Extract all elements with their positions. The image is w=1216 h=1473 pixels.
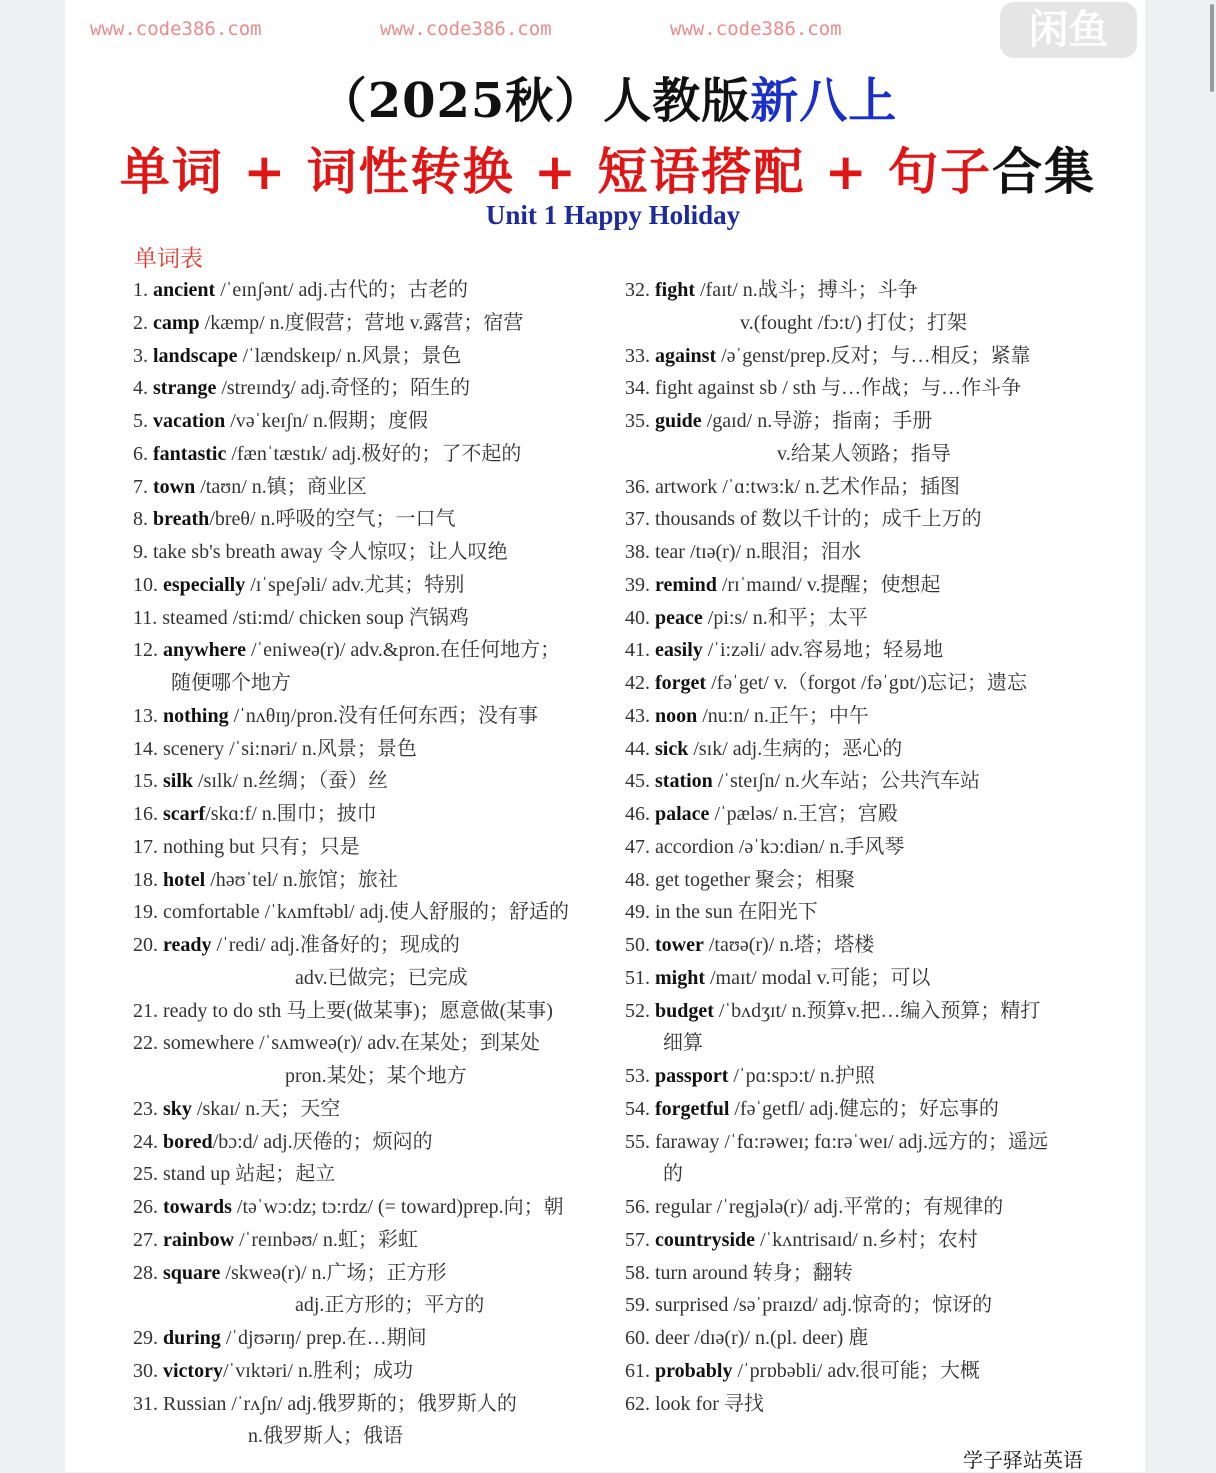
vocab-entry	[625, 634, 1048, 667]
subtitle-black: 合集	[992, 143, 1097, 201]
entry-definition: /fænˈtæstɪk/ adj.极好的；了不起的	[226, 442, 522, 465]
title-highlight: 新八上	[750, 73, 898, 129]
entry-number: 34.	[625, 377, 650, 400]
scrollbar-thumb[interactable]	[1210, 4, 1214, 92]
entry-continuation: 细算	[663, 1032, 703, 1055]
entry-definition: tear /tɪə(r)/ n.眼泪；泪水	[655, 541, 862, 563]
entry-number: 10.	[133, 573, 158, 596]
vocab-entry	[625, 896, 1048, 929]
entry-definition: comfortable /ˈkʌmftəbl/ adj.使人舒服的；舒适的	[163, 901, 570, 924]
entry-number: 13.	[133, 704, 158, 727]
entry-continuation: 的	[663, 1163, 683, 1186]
vocab-column-left	[133, 274, 569, 1453]
entry-definition: take sb's breath away 令人惊叹；让人叹绝	[153, 541, 508, 563]
entry-headword: anywhere	[163, 639, 246, 662]
entry-headword: countryside	[655, 1228, 755, 1251]
vocab-entry	[133, 798, 569, 831]
entry-number: 19.	[133, 901, 158, 924]
entry-definition: in the sun 在阳光下	[655, 901, 818, 924]
entry-number: 57.	[625, 1228, 650, 1251]
entry-number: 8.	[133, 508, 148, 531]
entry-definition: /maɪt/ modal v.可能；可以	[705, 966, 931, 989]
entry-definition: nothing but 只有；只是	[163, 835, 360, 858]
entry-headword: noon	[655, 704, 698, 727]
entry-number: 22.	[133, 1032, 158, 1055]
vocab-entry	[133, 995, 569, 1028]
entry-definition: /taʊə(r)/ n.塔；塔楼	[703, 934, 875, 956]
entry-definition: /breθ/ n.呼吸的空气；一口气	[209, 508, 456, 531]
entry-definition: somewhere /ˈsʌmweə(r)/ adv.在某处；到某处	[163, 1032, 540, 1055]
entry-definition: /ˈprɒbəbli/ adv.很可能；大概	[732, 1359, 980, 1382]
entry-number: 28.	[133, 1261, 158, 1284]
entry-definition: /fəˈget/ v.（forgot /fəˈgɒt/)忘记；遗忘	[706, 672, 1028, 694]
entry-headword: breath	[153, 508, 210, 531]
entry-number: 6.	[133, 442, 148, 465]
entry-continuation: v.(fought /fɔ:t/) 打仗；打架	[740, 311, 968, 334]
entry-number: 24.	[133, 1130, 158, 1153]
vocab-entry	[133, 405, 569, 438]
entry-definition: /ˈpæləs/ n.王宫；宫殿	[709, 803, 898, 825]
vocab-entry	[625, 765, 1048, 798]
entry-definition: /həʊˈtel/ n.旅馆；旅社	[205, 868, 398, 891]
entry-number: 2.	[133, 311, 148, 334]
entry-number: 12.	[133, 639, 158, 662]
entry-number: 53.	[625, 1065, 650, 1087]
vocab-entry	[133, 1322, 569, 1355]
entry-number: 40.	[625, 606, 650, 629]
entry-number: 50.	[625, 934, 650, 956]
vocab-entry	[133, 896, 569, 929]
entry-headword: victory	[163, 1359, 223, 1382]
entry-number: 51.	[625, 966, 650, 989]
entry-continuation: pron.某处；某个地方	[285, 1065, 467, 1087]
vocab-column-right	[625, 274, 1048, 1420]
entry-number: 15.	[133, 770, 158, 793]
entry-headword: ancient	[153, 279, 216, 301]
vocab-entry	[133, 1388, 569, 1421]
entry-number: 42.	[625, 672, 650, 694]
entry-number: 26.	[133, 1196, 158, 1218]
vocab-entry	[133, 471, 569, 504]
entry-number: 32.	[625, 279, 650, 301]
entry-headword: probably	[655, 1359, 733, 1382]
vocab-entry	[133, 831, 569, 864]
vocab-entry	[133, 1224, 569, 1257]
entry-headword: forget	[655, 672, 707, 694]
entry-definition: artwork /ˈɑ:twɜ:k/ n.艺术作品；插图	[655, 475, 960, 498]
entry-headword: forgetful	[655, 1097, 730, 1120]
entry-number: 39.	[625, 573, 650, 596]
entry-number: 58.	[625, 1261, 650, 1284]
scrollbar[interactable]	[1208, 0, 1216, 1472]
entry-number: 33.	[625, 344, 650, 367]
entry-number: 30.	[133, 1359, 158, 1382]
vocab-entry	[133, 929, 569, 962]
entry-headword: nothing	[163, 704, 229, 727]
vocab-entry	[625, 929, 1048, 962]
entry-definition: /nu:n/ n.正午；中午	[697, 704, 869, 727]
entry-number: 41.	[625, 639, 650, 662]
entry-number: 11.	[133, 606, 158, 629]
entry-headword: easily	[655, 639, 703, 662]
entry-headword: sky	[163, 1097, 192, 1120]
entry-definition: /skweə(r)/ n.广场；正方形	[220, 1261, 447, 1284]
xianyu-logo: 闲鱼	[1000, 2, 1137, 58]
entry-number: 49.	[625, 901, 650, 924]
section-heading: 单词表	[134, 246, 203, 272]
vocab-entry	[133, 372, 569, 405]
entry-headword: fantastic	[153, 442, 227, 465]
entry-headword: bored	[163, 1130, 213, 1153]
vocab-entry	[625, 700, 1048, 733]
entry-definition: /fəˈgetfl/ adj.健忘的；好忘事的	[729, 1097, 999, 1120]
entry-number: 56.	[625, 1196, 650, 1218]
vocab-entry	[133, 569, 569, 602]
vocab-entry	[133, 438, 569, 471]
entry-definition: stand up 站起；起立	[163, 1163, 336, 1186]
entry-definition: /taʊn/ n.镇；商业区	[195, 475, 367, 498]
entry-number: 35.	[625, 410, 650, 432]
vocab-entry	[133, 602, 569, 635]
entry-definition: /əˈgenst/prep.反对；与…相反；紧靠	[716, 344, 1031, 367]
entry-definition: turn around 转身；翻转	[655, 1261, 853, 1284]
vocab-entry	[133, 1126, 569, 1159]
entry-definition: scenery /ˈsi:nəri/ n.风景；景色	[163, 737, 417, 760]
vocab-entry	[625, 503, 1048, 536]
entry-headword: towards	[163, 1196, 232, 1218]
vocab-entry	[133, 1027, 569, 1060]
vocab-entry	[625, 1257, 1048, 1290]
entry-definition: /kæmp/ n.度假营；营地 v.露营；宿营	[199, 311, 524, 334]
entry-headword: ready	[163, 934, 212, 956]
vocab-entry	[133, 1355, 569, 1388]
document-subtitle	[0, 132, 1216, 204]
entry-number: 14.	[133, 737, 158, 760]
entry-definition: /ˈredi/ adj.准备好的；现成的	[211, 934, 460, 956]
watermark: www.code386.com	[670, 18, 842, 40]
entry-definition: /streɪndʒ/ adj.奇怪的；陌生的	[216, 377, 471, 400]
entry-definition: /skɑ:f/ n.围巾；披巾	[205, 803, 377, 825]
entry-headword: budget	[655, 999, 714, 1022]
vocab-entry	[625, 602, 1048, 635]
entry-definition: /ɪˈspeʃəli/ adv.尤其；特别	[245, 573, 465, 596]
entry-number: 36.	[625, 475, 650, 498]
entry-number: 37.	[625, 508, 650, 531]
vocab-entry	[625, 962, 1048, 995]
entry-number: 45.	[625, 770, 650, 793]
vocab-entry	[133, 864, 569, 897]
entry-headword: tower	[655, 934, 704, 956]
entry-definition: faraway /ˈfɑ:rəweɪ; fɑ:rəˈweɪ/ adj.远方的；遥远	[655, 1130, 1048, 1153]
entry-number: 18.	[133, 868, 158, 891]
vocab-entry	[625, 405, 1048, 438]
vocab-entry	[133, 634, 569, 667]
vocab-entry	[625, 1191, 1048, 1224]
entry-headword: town	[153, 475, 196, 498]
entry-definition: /pi:s/ n.和平；太平	[702, 606, 868, 629]
entry-number: 46.	[625, 803, 650, 825]
entry-number: 23.	[133, 1097, 158, 1120]
vocab-entry	[625, 536, 1048, 569]
entry-headword: sick	[655, 737, 689, 760]
unit-heading: Unit 1 Happy Holiday	[485, 200, 741, 230]
entry-number: 48.	[625, 868, 650, 891]
vocab-entry	[625, 1289, 1048, 1322]
entry-number: 31.	[133, 1392, 158, 1415]
vocab-entry	[625, 798, 1048, 831]
entry-headword: scarf	[163, 803, 206, 825]
vocab-entry	[625, 471, 1048, 504]
entry-number: 47.	[625, 835, 650, 858]
entry-headword: especially	[163, 573, 246, 596]
entry-continuation: adj.正方形的；平方的	[295, 1294, 485, 1317]
entry-definition: /ˈnʌθɪŋ/pron.没有任何东西；没有事	[228, 704, 539, 727]
document-title	[0, 62, 1216, 131]
entry-number: 43.	[625, 704, 650, 727]
entry-number: 29.	[133, 1327, 158, 1349]
entry-definition: accordion /əˈkɔ:diən/ n.手风琴	[655, 835, 905, 858]
vocab-entry	[133, 340, 569, 373]
entry-definition: surprised /səˈpraɪzd/ adj.惊奇的；惊讶的	[655, 1294, 993, 1317]
entry-headword: peace	[655, 606, 703, 629]
entry-headword: hotel	[163, 868, 206, 891]
entry-number: 20.	[133, 934, 158, 956]
entry-number: 21.	[133, 999, 158, 1022]
vocab-entry	[625, 1093, 1048, 1126]
vocab-entry	[625, 1224, 1048, 1257]
entry-definition: /ˈpɑ:spɔ:t/ n.护照	[728, 1065, 875, 1087]
entry-definition: regular /ˈregjələ(r)/ adj.平常的；有规律的	[655, 1196, 1004, 1218]
vocab-entry	[133, 1158, 569, 1191]
entry-number: 44.	[625, 737, 650, 760]
entry-number: 59.	[625, 1294, 650, 1317]
vocab-entry	[133, 765, 569, 798]
entry-headword: strange	[153, 377, 217, 400]
entry-definition: /ˈkʌntrisaɪd/ n.乡村；农村	[755, 1228, 978, 1251]
entry-definition: thousands of 数以千计的；成千上万的	[655, 508, 982, 531]
entry-number: 16.	[133, 803, 158, 825]
subtitle-red: 单词 + 词性转换 + 短语搭配 + 句子	[119, 143, 993, 201]
vocab-entry	[133, 274, 569, 307]
watermark: www.code386.com	[380, 18, 552, 40]
entry-headword: remind	[655, 573, 717, 596]
entry-definition: /ˈdjʊərɪŋ/ prep.在…期间	[220, 1327, 427, 1349]
entry-definition: /rɪˈmaɪnd/ v.提醒；使想起	[716, 573, 941, 596]
entry-definition: fight against sb / sth 与…作战；与…作斗争	[655, 377, 1022, 400]
entry-definition: /faɪt/ n.战斗；搏斗；斗争	[695, 279, 918, 301]
entry-definition: /ˈvɪktəri/ n.胜利；成功	[222, 1359, 413, 1382]
entry-definition: deer /dɪə(r)/ n.(pl. deer) 鹿	[655, 1327, 869, 1349]
entry-number: 62.	[625, 1392, 650, 1415]
vocab-entry	[133, 1093, 569, 1126]
entry-definition: /sɪk/ adj.生病的；恶心的	[688, 737, 903, 760]
entry-definition: /bɔ:d/ adj.厌倦的；烦闷的	[212, 1130, 433, 1153]
vocab-entry	[133, 307, 569, 340]
vocab-entry	[133, 1257, 569, 1290]
entry-headword: station	[655, 770, 713, 793]
entry-definition: /ˈlændskeɪp/ n.风景；景色	[237, 344, 462, 367]
entry-number: 27.	[133, 1228, 158, 1251]
entry-number: 5.	[133, 410, 148, 432]
vocab-entry	[133, 503, 569, 536]
vocab-entry	[625, 1388, 1048, 1421]
entry-headword: guide	[655, 410, 702, 432]
entry-number: 7.	[133, 475, 148, 498]
vocab-entry	[625, 667, 1048, 700]
entry-number: 17.	[133, 835, 158, 858]
vocab-entry	[133, 733, 569, 766]
entry-definition: /təˈwɔ:dz; tɔ:rdz/ (= toward)prep.向；朝	[231, 1196, 564, 1218]
entry-continuation: n.俄罗斯人；俄语	[248, 1425, 403, 1448]
entry-definition: /vəˈkeɪʃn/ n.假期；度假	[225, 410, 428, 432]
title-prefix: （2025秋）人教版	[318, 73, 751, 129]
entry-number: 60.	[625, 1327, 650, 1349]
vocab-entry	[625, 1060, 1048, 1093]
vocab-entry	[625, 1355, 1048, 1388]
entry-definition: Russian /ˈrʌʃn/ adj.俄罗斯的；俄罗斯人的	[163, 1392, 517, 1415]
entry-headword: landscape	[153, 344, 238, 367]
entry-headword: square	[163, 1261, 221, 1284]
vocab-entry	[625, 1322, 1048, 1355]
entry-headword: palace	[655, 803, 710, 825]
vocab-entry	[625, 569, 1048, 602]
entry-definition: /ˈreɪnbəʊ/ n.虹；彩虹	[234, 1228, 418, 1251]
vocab-entry	[625, 274, 1048, 307]
entry-headword: passport	[655, 1065, 729, 1087]
vocab-entry	[625, 831, 1048, 864]
entry-number: 4.	[133, 377, 148, 400]
entry-definition: /skaɪ/ n.天；天空	[191, 1097, 341, 1120]
entry-number: 55.	[625, 1130, 650, 1153]
entry-definition: /sɪlk/ n.丝绸；（蚕）丝	[193, 770, 389, 793]
vocab-entry	[625, 864, 1048, 897]
vocab-entry	[625, 733, 1048, 766]
entry-number: 54.	[625, 1097, 650, 1120]
entry-headword: fight	[655, 279, 695, 301]
vocab-entry	[625, 995, 1048, 1028]
entry-definition: /ˈeniweə(r)/ adv.&pron.在任何地方；	[245, 639, 561, 662]
entry-definition: look for 寻找	[655, 1392, 764, 1415]
entry-headword: during	[163, 1327, 221, 1349]
entry-headword: might	[655, 966, 705, 989]
entry-continuation: 随便哪个地方	[171, 672, 291, 694]
entry-headword: camp	[153, 311, 200, 334]
entry-definition: ready to do sth 马上要(做某事)；愿意做(某事)	[163, 999, 553, 1022]
entry-definition: /ˈi:zəli/ adv.容易地；轻易地	[702, 639, 944, 662]
entry-number: 61.	[625, 1359, 650, 1382]
entry-number: 9.	[133, 541, 148, 563]
entry-number: 38.	[625, 541, 650, 563]
vocab-entry	[133, 700, 569, 733]
entry-number: 52.	[625, 999, 650, 1022]
entry-continuation: v.给某人领路；指导	[777, 442, 951, 465]
vocab-entry	[133, 536, 569, 569]
vocab-entry	[133, 1191, 569, 1224]
entry-definition: /ˈsteɪʃn/ n.火车站；公共汽车站	[712, 770, 981, 793]
entry-number: 25.	[133, 1163, 158, 1186]
entry-definition: steamed /sti:md/ chicken soup 汽锅鸡	[162, 606, 469, 629]
vocab-entry	[625, 340, 1048, 373]
vocab-entry	[625, 372, 1048, 405]
entry-headword: against	[655, 344, 717, 367]
entry-definition: /ˈbʌdʒɪt/ n.预算v.把…编入预算；精打	[713, 999, 1041, 1022]
entry-continuation: adv.已做完；已完成	[295, 966, 468, 989]
entry-headword: silk	[163, 770, 194, 793]
entry-definition: get together 聚会；相聚	[655, 868, 855, 891]
entry-definition: /ˈeɪnʃənt/ adj.古代的；古老的	[215, 279, 468, 301]
watermark: www.code386.com	[90, 18, 262, 40]
footer-source: 学子驿站英语	[963, 1448, 1083, 1472]
entry-headword: vacation	[153, 410, 226, 432]
entry-number: 1.	[133, 279, 148, 301]
vocab-entry	[625, 1126, 1048, 1159]
entry-number: 3.	[133, 344, 148, 367]
entry-headword: rainbow	[163, 1228, 235, 1251]
entry-definition: /gaɪd/ n.导游；指南；手册	[701, 410, 933, 432]
